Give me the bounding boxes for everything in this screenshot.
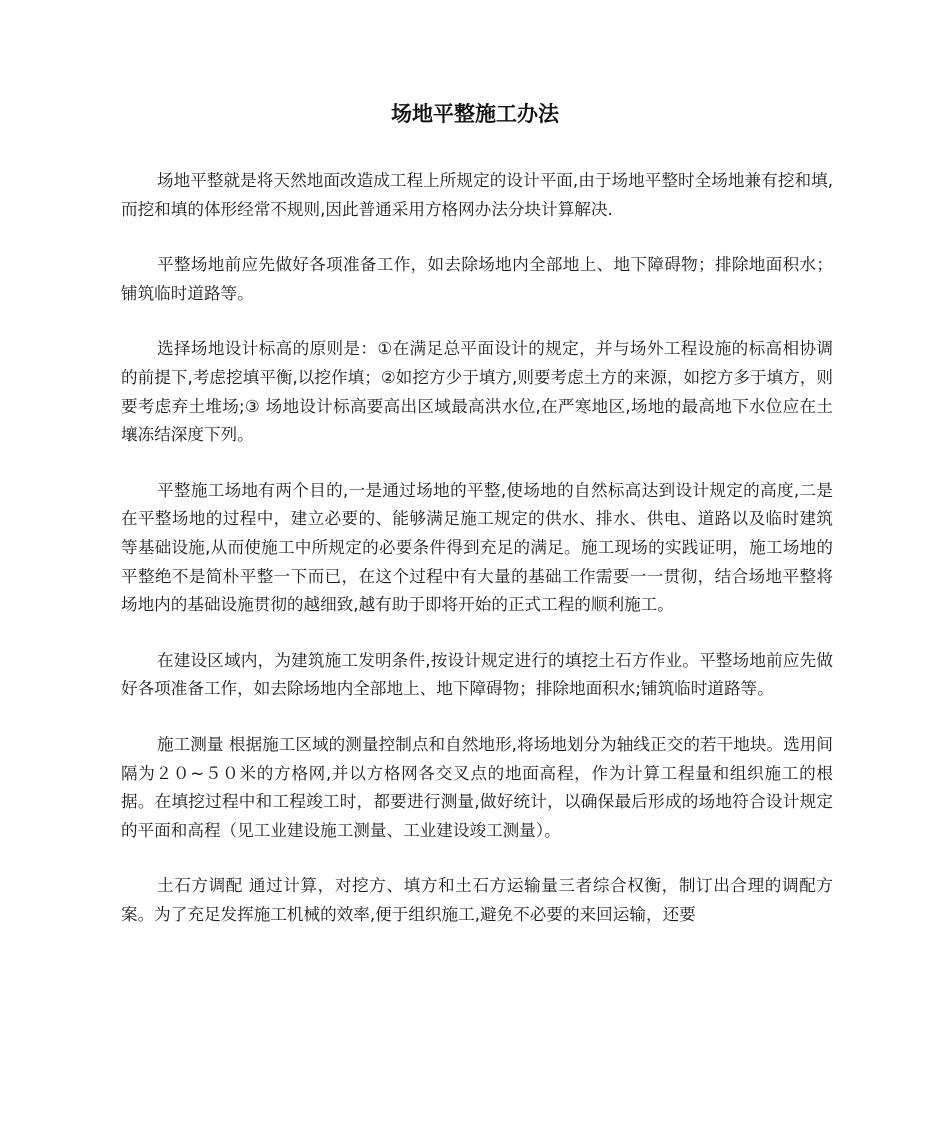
paragraph-5: 在建设区域内，为建筑施工发明条件,按设计规定进行的填挖土石方作业。平整场地前应先做好各项准备工作，如去除场地内全部地上、地下障碍物；排除地面积水;铺筑临时道路等。 <box>121 650 833 699</box>
paragraph-1: 场地平整就是将天然地面改造成工程上所规定的设计平面,由于场地平整时全场地兼有挖和填,而挖和填的体形经常不规则,因此普通采用方格网办法分块计算解决. <box>121 171 833 219</box>
paragraph-4: 平整施工场地有两个目的,一是通过场地的平整,使场地的自然标高达到设计规定的高度,二是在平整场地的过程中，建立必要的、能够满足施工规定的供水、排水、供电、道路以及临时建筑等基础设施,从而使施工中所规定的必要条件得到充足的满足。施工现场的实践证明，施工场地的平整绝不是简朴平整一下而已，在这个过程中有大量的基础工作需要一一贯彻，结合场地平整将场地内的基础设施贯彻的越细致,越有助于即将开始的正式工程的顺利施工。 <box>121 480 833 615</box>
paragraph-6: 施工测量 根据施工区域的测量控制点和自然地形,将场地划分为轴线正交的若干地块。选用间隔为２０~５０米的方格网,并以方格网各交叉点的地面高程，作为计算工程量和组织施工的根据。在填挖过程中和工程竣工时，都要进行测量,做好统计，以确保最后形成的场地符合设计规定的平面和高程（见工业建设施工测量、工业建设竣工测量）。 <box>121 734 833 840</box>
document-title: 场地平整施工办法 <box>391 102 559 126</box>
paragraph-3: 选择场地设计标高的原则是：①在满足总平面设计的规定，并与场外工程设施的标高相协调的前提下,考虑挖填平衡,以挖作填；②如挖方少于填方,则要考虑土方的来源，如挖方多于填方，则要考虑弃土堆场;③ 场地设计标高要高出区域最高洪水位,在严寒地区,场地的最高地下水位应在土壤冻结深度下列。 <box>121 339 833 445</box>
paragraph-2: 平整场地前应先做好各项准备工作，如去除场地内全部地上、地下障碍物；排除地面积水；铺筑临时道路等。 <box>121 255 833 303</box>
document-body <box>121 167 833 956</box>
paragraph-7: 土石方调配 通过计算，对挖方、填方和土石方运输量三者综合权衡，制订出合理的调配方案。为了充足发挥施工机械的效率,便于组织施工,避免不必要的来回运输，还要 <box>121 876 833 924</box>
